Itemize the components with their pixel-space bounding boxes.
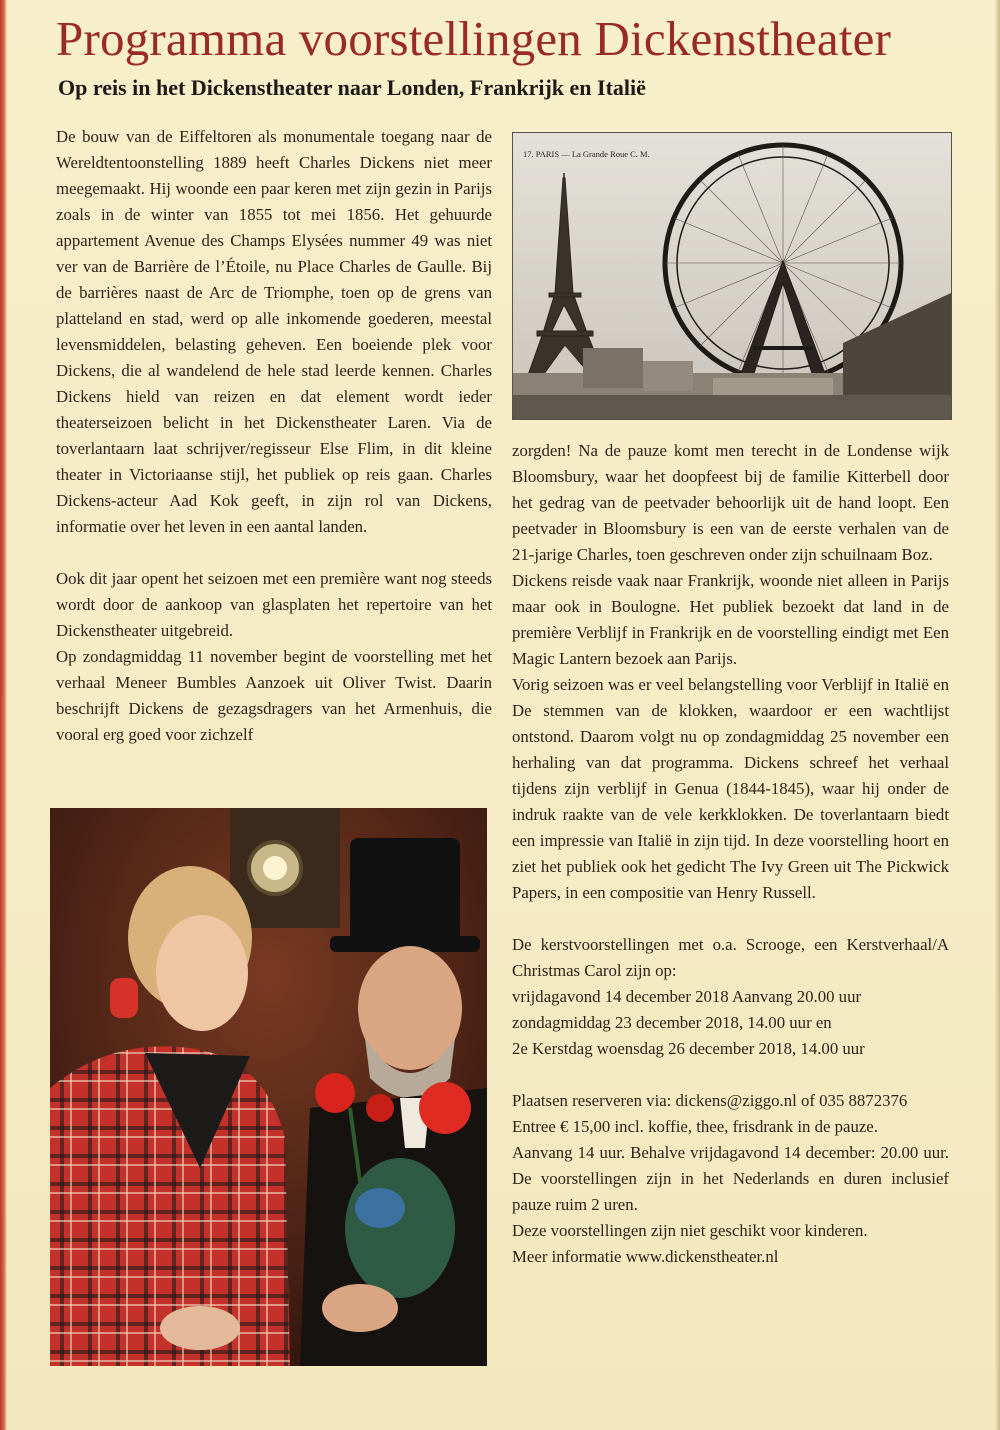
paragraph-bloomsbury: zorgden! Na de pauze komt men terecht in de Londense wijk Bloomsbury, waar het doopfeest bij de familie Kitterbell door het gedrag van de peetvader behoorlijk uit de hand loopt. Een peetvader in Bloomsbury is een van de eerste verhalen van de 21-jarige Charles, toen geschreven onder zijn schuilnaam Boz. (512, 441, 949, 564)
paragraph-kerst-intro: De kerstvoorstellingen met o.a. Scrooge, een Kerstverhaal/A Christmas Carol zijn op: (512, 935, 949, 980)
paragraph-bumble: Op zondagmiddag 11 november begint de voorstelling met het verhaal Meneer Bumbles Aanzoek uit Oliver Twist. Daarin beschrijft Dickens de gezagsdragers van het Armenhuis, die vooral erg goed voor zichzelf (56, 647, 492, 744)
reservation-info: Plaatsen reserveren via: dickens@ziggo.nl of 035 8872376 (512, 1091, 908, 1110)
paris-postcard-photo (512, 132, 952, 420)
paragraph-premiere: Ook dit jaar opent het seizoen met een première want nog steeds wordt door de aankoop van glasplaten het repertoire van het Dickenstheater uitgebreid. (56, 569, 492, 640)
more-info-link: Meer informatie www.dickenstheater.nl (512, 1247, 779, 1266)
paragraph-eiffel: De bouw van de Eiffeltoren als monumentale toegang naar de Wereldtentoonstelling 1889 heeft Charles Dickens niet meer meegemaakt. Hij woonde een paar keren met zijn gezin in Parijs zoals in de winter van 1855 tot mei 1856. Het gehuurde appartement Avenue des Champs Elysées nummer 49 was niet ver van de Barrière de l’Étoile, nu Place Charles de Gaulle. Bij de barrières naast de Arc de Triomphe, toen op de grens van platteland en stad, werd op alle inkomende goederen, meestal levensmiddelen, belasting geheven. Een boeiende plek voor Dickens, die al wandelend de hele stad leerde kennen. Charles Dickens hield van reizen en dat element wordt ieder theaterseizoen belicht in het Dickenstheater Laren. Via de toverlantaarn laat schrijver/regisseur Else Flim, in dit kleine theater in Victoriaanse stijl, het publiek op reis gaan. Charles Dickens-acteur Aad Kok geeft, in zijn rol van Dickens, informatie over het leven in een aantal landen. (56, 127, 492, 536)
actors-photo (50, 808, 487, 1366)
aanvang-info: Aanvang 14 uur. Behalve vrijdagavond 14 december: 20.00 uur. De voorstellingen zijn in het Nederlands en duren inclusief pauze ruim 2 uren. (512, 1143, 949, 1214)
paragraph-italie: Vorig seizoen was er veel belangstelling voor Verblijf in Italië en De stemmen van de klokken, waardoor er een wachtlijst ontstond. Daarom volgt nu op zondagmiddag 25 november een herhaling van dat programma. Dickens schreef het verhaal tijdens zijn verblijf in Genua (1844-1845), waar hij onder de indruk raakte van de vele kerkklokken. De toverlantaarn biedt een impressie van Italië in zijn tijd. In deze voorstelling hoort en ziet het publiek ook het gedicht The Ivy Green uit The Pickwick Papers, in een compositie van Henry Russell. (512, 675, 949, 902)
page-edge-left (0, 0, 7, 1430)
right-column-text (512, 438, 949, 1270)
left-column-text (56, 124, 492, 748)
kerst-date-1: vrijdagavond 14 december 2018 Aanvang 20.00 uur (512, 987, 862, 1006)
page-edge-right (995, 0, 1000, 1430)
postcard-caption: 17. PARIS — La Grande Roue C. M. (523, 149, 650, 159)
entree-info: Entree € 15,00 incl. koffie, thee, frisdrank in de pauze. (512, 1117, 878, 1136)
page-subtitle: Op reis in het Dickenstheater naar Londen, Frankrijk en Italië (58, 75, 646, 100)
age-notice: Deze voorstellingen zijn niet geschikt voor kinderen. (512, 1221, 868, 1240)
kerst-date-3: 2e Kerstdag woensdag 26 december 2018, 14.00 uur (512, 1039, 865, 1058)
page-title: Programma voorstellingen Dickenstheater (56, 11, 892, 66)
paragraph-frankrijk: Dickens reisde vaak naar Frankrijk, woonde niet alleen in Parijs maar ook in Boulogne. Het publiek bezoekt dat land in de première Verblijf in Frankrijk en de voorstelling eindigt met Een Magic Lantern bezoek aan Parijs. (512, 571, 949, 668)
kerst-date-2: zondagmiddag 23 december 2018, 14.00 uur en (512, 1013, 832, 1032)
